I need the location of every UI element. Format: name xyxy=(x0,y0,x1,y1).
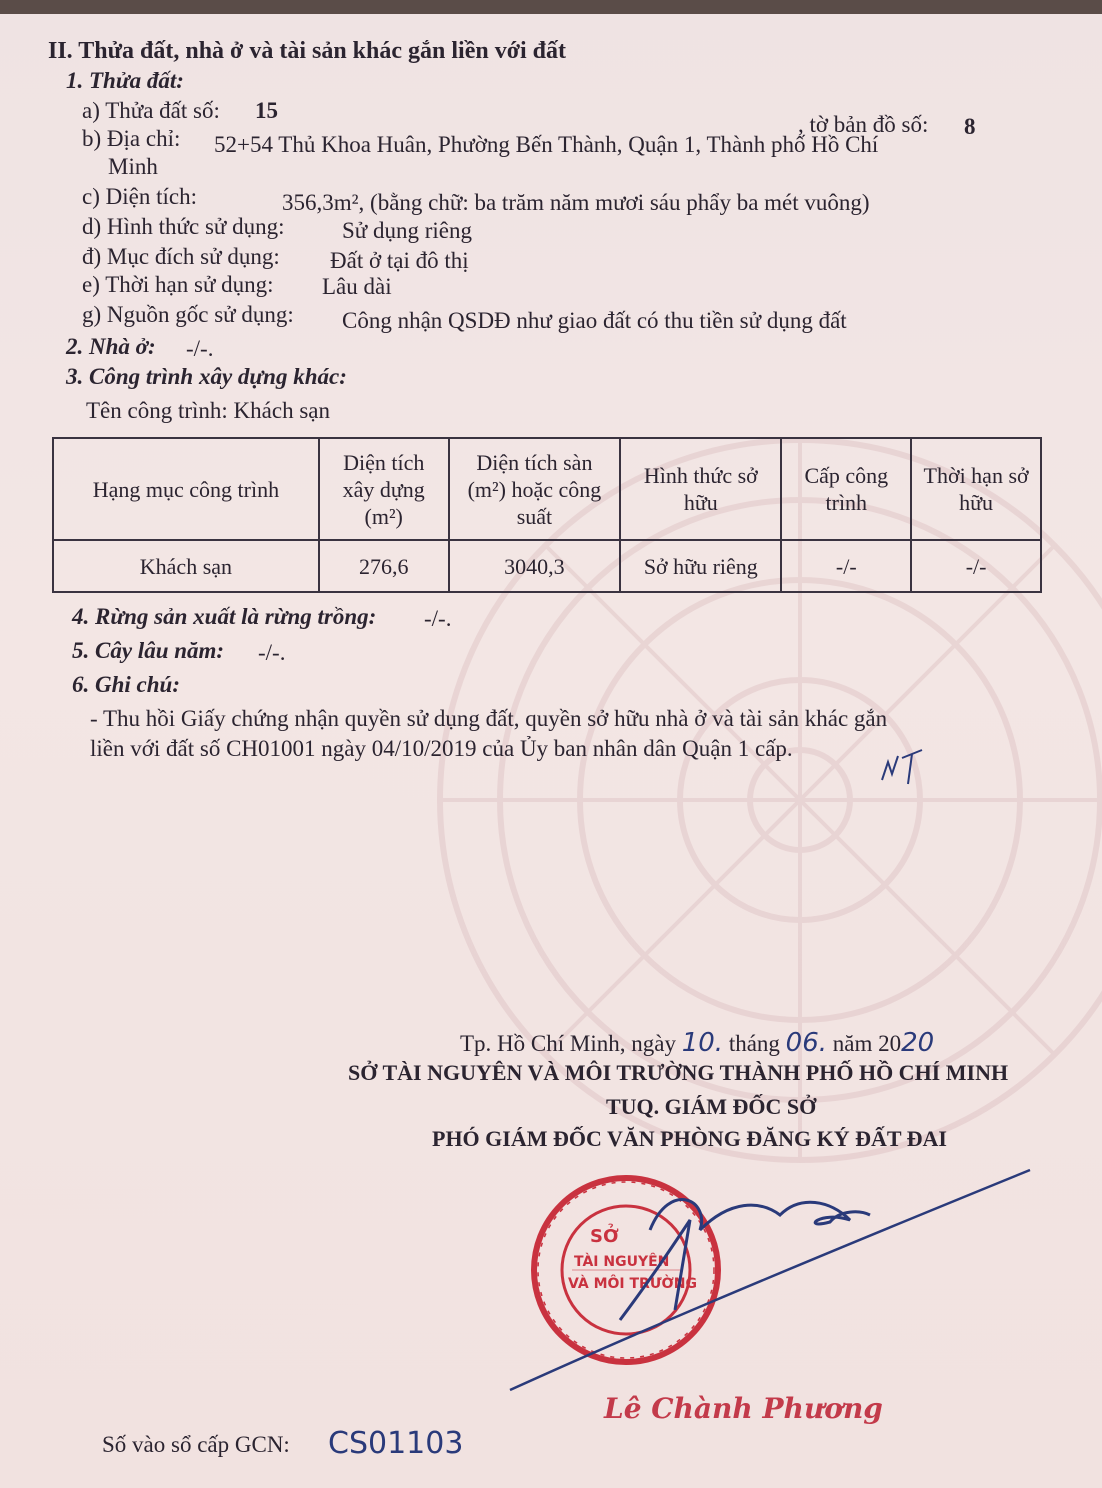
address-line-1: 52+54 Thủ Khoa Huân, Phường Bến Thành, Quận 1, Thành phố Hồ Chí xyxy=(214,132,879,157)
works-name-line: Tên công trình: Khách sạn xyxy=(86,398,330,423)
signature-scribble-icon xyxy=(500,1160,1040,1400)
header-floor-area: Diện tích sàn (m²) hoặc công suất xyxy=(449,438,621,540)
date-line xyxy=(460,1028,934,1058)
date-day: 10. xyxy=(681,1028,724,1058)
house-value: -/-. xyxy=(186,336,214,361)
cell-item: Khách sạn xyxy=(53,540,319,592)
date-month-label: tháng xyxy=(728,1031,780,1056)
works-table-header-row xyxy=(53,438,1041,540)
stamp-center-line-1: SỞ xyxy=(590,1226,619,1247)
address-line-2: Minh xyxy=(108,154,158,179)
stamp-center-line-3: VÀ MÔI TRƯỜNG xyxy=(568,1276,697,1292)
parcel-label: a) Thửa đất số: xyxy=(82,98,220,123)
table-row xyxy=(53,540,1041,592)
cell-floor-area: 3040,3 xyxy=(449,540,621,592)
map-number: 8 xyxy=(964,114,976,139)
notes-heading: 6. Ghi chú: xyxy=(72,672,180,697)
signer-role-1: TUQ. GIÁM ĐỐC SỞ xyxy=(606,1094,817,1119)
area-value: 356,3m², (bằng chữ: ba trăm năm mươi sáu phẩy ba mét vuông) xyxy=(282,190,870,215)
area-label: c) Diện tích: xyxy=(82,184,197,209)
cell-grade: -/- xyxy=(781,540,911,592)
date-year-label: năm 20 xyxy=(832,1031,902,1056)
trees-value: -/-. xyxy=(258,640,286,665)
parcel-number: 15 xyxy=(255,98,278,123)
purpose-value: Đất ở tại đô thị xyxy=(330,248,469,273)
date-month: 06. xyxy=(785,1028,828,1058)
forest-value: -/-. xyxy=(424,606,452,631)
use-form-label: d) Hình thức sử dụng: xyxy=(82,214,285,239)
use-form-value: Sử dụng riêng xyxy=(342,218,473,243)
header-built-area: Diện tích xây dựng (m²) xyxy=(319,438,449,540)
header-item: Hạng mục công trình xyxy=(53,438,319,540)
cell-ownership: Sở hữu riêng xyxy=(620,540,781,592)
cell-term: -/- xyxy=(911,540,1041,592)
works-table xyxy=(52,437,1042,593)
term-label: e) Thời hạn sử dụng: xyxy=(82,272,274,297)
section-title: II. Thửa đất, nhà ở và tài sản khác gắn liền với đất xyxy=(48,38,567,64)
signer-name: Lê Chành Phương xyxy=(604,1392,883,1425)
trees-heading: 5. Cây lâu năm: xyxy=(72,638,225,663)
signer-role-2: PHÓ GIÁM ĐỐC VĂN PHÒNG ĐĂNG KÝ ĐẤT ĐAI xyxy=(432,1126,947,1151)
stamp-center-line-2: TÀI NGUYÊN xyxy=(574,1254,670,1270)
forest-heading: 4. Rừng sản xuất là rừng trồng: xyxy=(72,604,377,629)
origin-value: Công nhận QSDĐ như giao đất có thu tiền sử dụng đất xyxy=(342,308,847,333)
registry-label: Số vào sổ cấp GCN: xyxy=(102,1432,290,1457)
header-ownership: Hình thức sở hữu xyxy=(620,438,781,540)
map-label: , tờ bản đồ số: xyxy=(798,112,929,137)
initials-mark-icon xyxy=(878,744,926,788)
notes-line-1: - Thu hồi Giấy chứng nhận quyền sử dụng đất, quyền sở hữu nhà ở và tài sản khác gắn xyxy=(90,706,888,731)
notes-line-2: liền với đất số CH01001 ngày 04/10/2019 của Ủy ban nhân dân Quận 1 cấp. xyxy=(90,736,793,761)
origin-label: g) Nguồn gốc sử dụng: xyxy=(82,302,294,327)
cell-built-area: 276,6 xyxy=(319,540,449,592)
header-grade: Cấp công trình xyxy=(781,438,911,540)
address-label: b) Địa chỉ: xyxy=(82,126,181,151)
registry-number: CS01103 xyxy=(328,1426,464,1461)
header-term: Thời hạn sở hữu xyxy=(911,438,1041,540)
date-year-suffix: 20 xyxy=(901,1028,935,1058)
issuing-org: SỞ TÀI NGUYÊN VÀ MÔI TRƯỜNG THÀNH PHỐ HỒ CHÍ MINH xyxy=(348,1060,1009,1085)
house-heading: 2. Nhà ở: xyxy=(66,334,156,359)
works-heading: 3. Công trình xây dựng khác: xyxy=(66,364,347,389)
photo-top-edge xyxy=(0,0,1102,14)
term-value: Lâu dài xyxy=(322,274,392,299)
land-heading: 1. Thửa đất: xyxy=(66,68,184,93)
date-prefix: Tp. Hồ Chí Minh, ngày xyxy=(460,1031,676,1056)
purpose-label: đ) Mục đích sử dụng: xyxy=(82,244,280,269)
